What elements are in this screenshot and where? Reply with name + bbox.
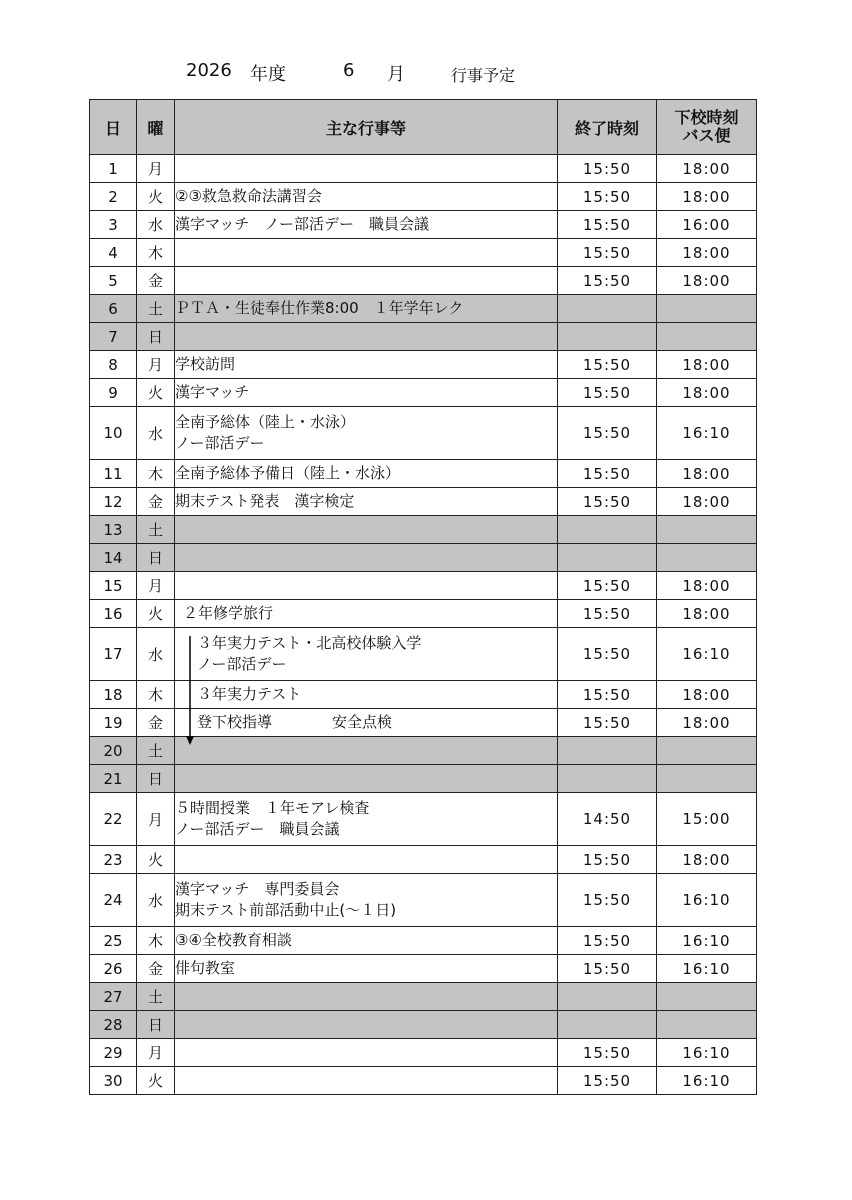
event-line: 期末テスト発表 漢字検定 — [175, 492, 355, 510]
end-time-cell — [558, 765, 657, 793]
table-row — [90, 516, 757, 544]
end-time-cell: 15:50 — [558, 351, 657, 379]
end-time-cell: 15:50 — [558, 709, 657, 737]
day-cell: 19 — [90, 709, 137, 737]
header-bus-line2: バス便 — [682, 126, 731, 145]
event-cell — [175, 155, 558, 183]
table-row — [90, 239, 757, 267]
bus-time-cell: 18:00 — [657, 379, 757, 407]
event-line: ②③救急救命法講習会 — [175, 187, 322, 205]
weekday-cell: 水 — [137, 628, 175, 681]
end-time-cell: 15:50 — [558, 488, 657, 516]
event-line: ３年実力テスト — [197, 685, 302, 703]
weekday-cell: 火 — [137, 379, 175, 407]
bus-time-cell: 16:10 — [657, 927, 757, 955]
table-row — [90, 793, 757, 846]
end-time-cell: 15:50 — [558, 846, 657, 874]
bus-time-cell — [657, 765, 757, 793]
event-line: ３年実力テスト・北高校体験入学 — [197, 634, 422, 652]
bus-time-cell: 16:10 — [657, 955, 757, 983]
event-line: 漢字マッチ ノー部活デー 職員会議 — [175, 215, 429, 233]
table-row — [90, 955, 757, 983]
weekday-cell: 火 — [137, 600, 175, 628]
bus-time-cell: 18:00 — [657, 846, 757, 874]
title-nendo: 年度 — [250, 64, 286, 85]
bus-time-cell: 16:10 — [657, 407, 757, 460]
day-cell: 7 — [90, 323, 137, 351]
header-day: 日 — [90, 100, 137, 155]
weekday-cell: 日 — [137, 765, 175, 793]
day-cell: 23 — [90, 846, 137, 874]
event-cell — [175, 351, 558, 379]
event-line: 俳句教室 — [175, 959, 236, 977]
end-time-cell: 15:50 — [558, 1039, 657, 1067]
day-cell: 6 — [90, 295, 137, 323]
table-row — [90, 572, 757, 600]
table-row — [90, 211, 757, 239]
day-cell: 20 — [90, 737, 137, 765]
bus-time-cell: 18:00 — [657, 155, 757, 183]
table-row — [90, 927, 757, 955]
event-cell — [175, 323, 558, 351]
bus-time-cell: 18:00 — [657, 351, 757, 379]
event-cell — [175, 488, 558, 516]
day-cell: 26 — [90, 955, 137, 983]
weekday-cell: 月 — [137, 572, 175, 600]
bus-time-cell — [657, 544, 757, 572]
day-cell: 2 — [90, 183, 137, 211]
weekday-cell: 火 — [137, 183, 175, 211]
bus-time-cell — [657, 323, 757, 351]
weekday-cell: 月 — [137, 793, 175, 846]
title-month: 6 — [343, 60, 355, 81]
day-cell: 11 — [90, 460, 137, 488]
weekday-cell: 金 — [137, 488, 175, 516]
event-line: 学校訪問 — [175, 355, 236, 373]
event-cell — [175, 516, 558, 544]
day-cell: 4 — [90, 239, 137, 267]
end-time-cell: 15:50 — [558, 572, 657, 600]
weekday-cell: 金 — [137, 267, 175, 295]
end-time-cell: 15:50 — [558, 155, 657, 183]
table-row — [90, 846, 757, 874]
event-line: ＰＴＡ・生徒奉仕作業8:00 １年学年レク — [175, 299, 464, 317]
table-row — [90, 600, 757, 628]
event-line: 全南予総体予備日（陸上・水泳） — [175, 464, 401, 482]
table-row — [90, 544, 757, 572]
table-row — [90, 460, 757, 488]
event-line: 漢字マッチ — [175, 383, 250, 401]
title-year: 2026 — [186, 60, 232, 81]
table-row — [90, 765, 757, 793]
bus-time-cell: 16:10 — [657, 628, 757, 681]
weekday-cell: 日 — [137, 323, 175, 351]
title-subtitle: 行事予定 — [451, 66, 516, 85]
table-row — [90, 351, 757, 379]
event-line: 期末テスト前部活動中止(～１日) — [175, 901, 397, 919]
weekday-cell: 日 — [137, 544, 175, 572]
header-bus-time — [657, 100, 757, 155]
end-time-cell — [558, 983, 657, 1011]
weekday-cell: 木 — [137, 927, 175, 955]
header-end-time: 終了時刻 — [558, 100, 657, 155]
bus-time-cell: 18:00 — [657, 488, 757, 516]
bus-time-cell: 16:10 — [657, 874, 757, 927]
end-time-cell: 15:50 — [558, 183, 657, 211]
bus-time-cell — [657, 1011, 757, 1039]
event-line: ５時間授業 １年モアレ検査 — [175, 799, 370, 817]
day-cell: 16 — [90, 600, 137, 628]
end-time-cell: 15:50 — [558, 407, 657, 460]
event-line: 登下校指導 安全点検 — [197, 713, 393, 731]
table-row — [90, 183, 757, 211]
table-row — [90, 488, 757, 516]
table-row — [90, 323, 757, 351]
header-weekday: 曜 — [137, 100, 175, 155]
event-line: ノー部活デー — [175, 434, 265, 452]
weekday-cell: 木 — [137, 239, 175, 267]
day-cell: 14 — [90, 544, 137, 572]
bus-time-cell: 16:10 — [657, 1039, 757, 1067]
bus-time-cell: 18:00 — [657, 460, 757, 488]
day-cell: 12 — [90, 488, 137, 516]
end-time-cell: 15:50 — [558, 927, 657, 955]
weekday-cell: 木 — [137, 681, 175, 709]
day-cell: 17 — [90, 628, 137, 681]
event-cell — [175, 544, 558, 572]
table-row — [90, 1067, 757, 1095]
day-cell: 27 — [90, 983, 137, 1011]
weekday-cell: 日 — [137, 1011, 175, 1039]
day-cell: 22 — [90, 793, 137, 846]
event-cell — [175, 572, 558, 600]
bus-time-cell: 18:00 — [657, 709, 757, 737]
event-line: 全南予総体（陸上・水泳） — [175, 413, 356, 431]
weekday-cell: 水 — [137, 211, 175, 239]
event-cell — [175, 846, 558, 874]
event-cell — [175, 183, 558, 211]
day-cell: 28 — [90, 1011, 137, 1039]
event-cell — [175, 628, 558, 681]
end-time-cell — [558, 295, 657, 323]
bus-time-cell: 18:00 — [657, 267, 757, 295]
event-cell — [175, 1067, 558, 1095]
table-row — [90, 1039, 757, 1067]
event-cell — [175, 267, 558, 295]
weekday-cell: 火 — [137, 846, 175, 874]
day-cell: 21 — [90, 765, 137, 793]
day-cell: 10 — [90, 407, 137, 460]
title-gatsu: 月 — [387, 64, 405, 85]
weekday-cell: 木 — [137, 460, 175, 488]
weekday-cell: 金 — [137, 709, 175, 737]
event-cell — [175, 793, 558, 846]
day-cell: 1 — [90, 155, 137, 183]
weekday-cell: 月 — [137, 155, 175, 183]
header-event: 主な行事等 — [175, 100, 558, 155]
weekday-cell: 土 — [137, 983, 175, 1011]
bus-time-cell — [657, 295, 757, 323]
day-cell: 9 — [90, 379, 137, 407]
end-time-cell — [558, 544, 657, 572]
day-cell: 15 — [90, 572, 137, 600]
day-cell: 5 — [90, 267, 137, 295]
weekday-cell: 水 — [137, 874, 175, 927]
day-cell: 8 — [90, 351, 137, 379]
end-time-cell: 15:50 — [558, 211, 657, 239]
end-time-cell — [558, 1011, 657, 1039]
event-line: 漢字マッチ 専門委員会 — [175, 880, 340, 898]
event-cell — [175, 765, 558, 793]
event-cell — [175, 927, 558, 955]
end-time-cell: 15:50 — [558, 1067, 657, 1095]
day-cell: 24 — [90, 874, 137, 927]
end-time-cell: 14:50 — [558, 793, 657, 846]
end-time-cell: 15:50 — [558, 955, 657, 983]
event-cell — [175, 407, 558, 460]
event-cell — [175, 681, 558, 709]
event-line: ノー部活デー 職員会議 — [175, 820, 340, 838]
end-time-cell: 15:50 — [558, 874, 657, 927]
day-cell: 3 — [90, 211, 137, 239]
table-row — [90, 983, 757, 1011]
table-row — [90, 295, 757, 323]
weekday-cell: 金 — [137, 955, 175, 983]
event-line: ノー部活デー — [197, 655, 287, 673]
schedule-table — [89, 99, 757, 1095]
end-time-cell: 15:50 — [558, 239, 657, 267]
event-cell — [175, 460, 558, 488]
bus-time-cell — [657, 983, 757, 1011]
weekday-cell: 土 — [137, 737, 175, 765]
day-cell: 30 — [90, 1067, 137, 1095]
table-header-row — [90, 100, 757, 155]
bus-time-cell: 16:10 — [657, 1067, 757, 1095]
table-row — [90, 1011, 757, 1039]
bus-time-cell: 15:00 — [657, 793, 757, 846]
weekday-cell: 土 — [137, 516, 175, 544]
end-time-cell — [558, 323, 657, 351]
weekday-cell: 土 — [137, 295, 175, 323]
bus-time-cell — [657, 516, 757, 544]
event-cell — [175, 709, 558, 737]
weekday-cell: 水 — [137, 407, 175, 460]
day-cell: 13 — [90, 516, 137, 544]
bus-time-cell — [657, 737, 757, 765]
event-cell — [175, 211, 558, 239]
bus-time-cell: 18:00 — [657, 681, 757, 709]
event-cell — [175, 1011, 558, 1039]
bus-time-cell: 18:00 — [657, 183, 757, 211]
event-cell — [175, 874, 558, 927]
weekday-cell: 月 — [137, 1039, 175, 1067]
event-cell — [175, 737, 558, 765]
end-time-cell: 15:50 — [558, 267, 657, 295]
event-cell — [175, 600, 558, 628]
trip-duration-arrow — [185, 636, 195, 746]
event-cell — [175, 379, 558, 407]
event-cell — [175, 983, 558, 1011]
day-cell: 29 — [90, 1039, 137, 1067]
document-title — [0, 60, 852, 90]
event-cell — [175, 955, 558, 983]
end-time-cell: 15:50 — [558, 460, 657, 488]
event-cell — [175, 1039, 558, 1067]
table-row — [90, 267, 757, 295]
bus-time-cell: 18:00 — [657, 239, 757, 267]
end-time-cell — [558, 737, 657, 765]
header-bus-line1: 下校時刻 — [674, 108, 739, 127]
table-row — [90, 379, 757, 407]
table-body — [90, 155, 757, 1095]
bus-time-cell: 18:00 — [657, 572, 757, 600]
bus-time-cell: 16:00 — [657, 211, 757, 239]
day-cell: 25 — [90, 927, 137, 955]
end-time-cell — [558, 516, 657, 544]
weekday-cell: 月 — [137, 351, 175, 379]
table-row — [90, 874, 757, 927]
bus-time-cell: 18:00 — [657, 600, 757, 628]
table-row — [90, 407, 757, 460]
weekday-cell: 火 — [137, 1067, 175, 1095]
event-cell — [175, 295, 558, 323]
event-line: ２年修学旅行 — [183, 604, 274, 622]
event-line: ③④全校教育相談 — [175, 931, 292, 949]
end-time-cell: 15:50 — [558, 681, 657, 709]
table-row — [90, 155, 757, 183]
day-cell: 18 — [90, 681, 137, 709]
event-cell — [175, 239, 558, 267]
end-time-cell: 15:50 — [558, 379, 657, 407]
end-time-cell: 15:50 — [558, 628, 657, 681]
end-time-cell: 15:50 — [558, 600, 657, 628]
